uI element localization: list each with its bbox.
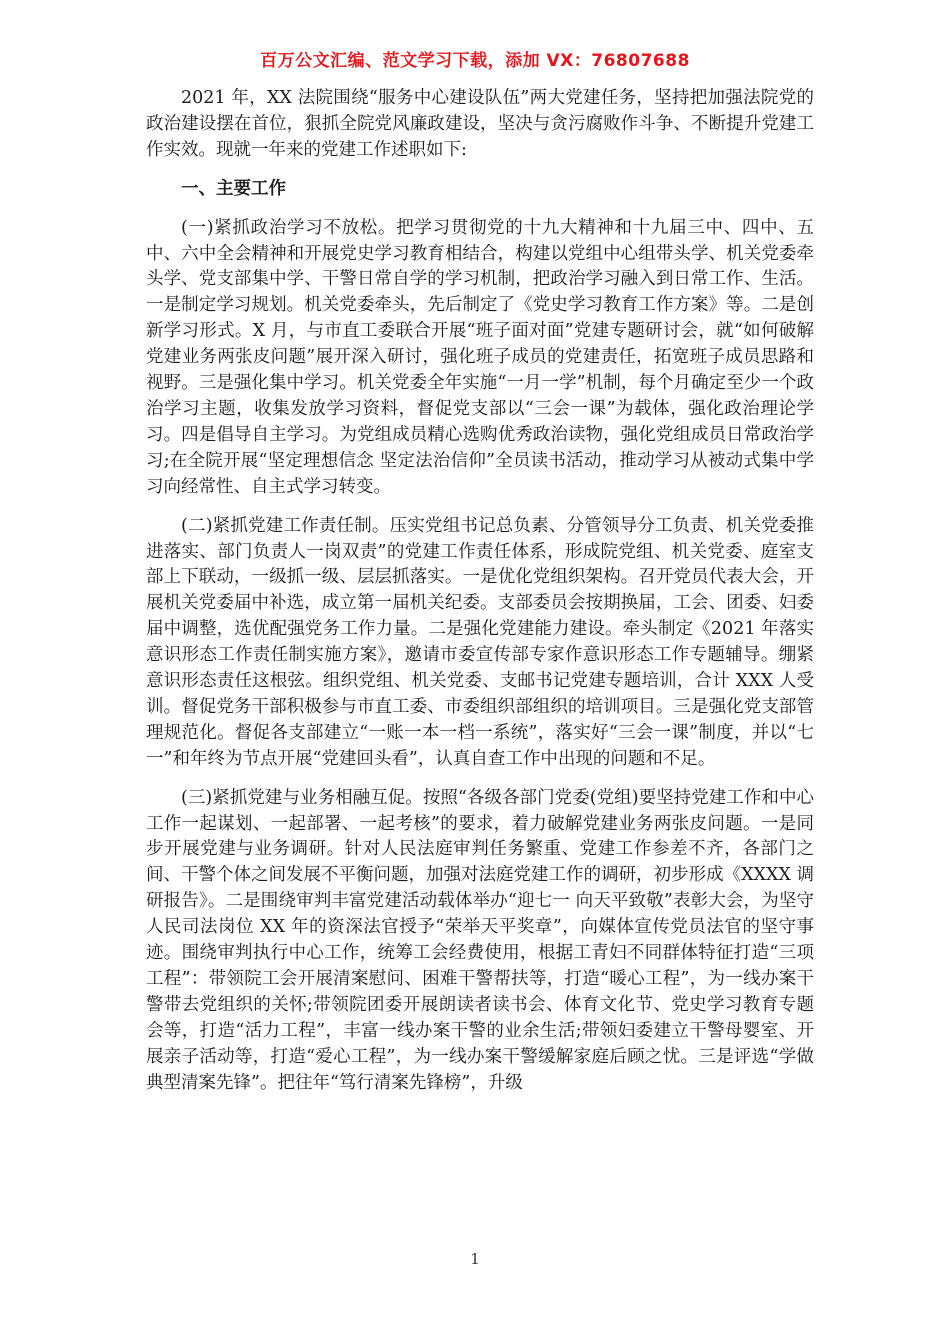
intro-paragraph: 2021 年，XX 法院围绕“服务中心建设队伍”两大党建任务，坚持把加强法院党的政治建设摆在首位，狠抓全院党风廉政建设，坚决与贪污腐败作斗争、不断提升党建工作实效。现就一年来的党建工作述职如下: [146,88,814,160]
page-number: 1 [470,1250,480,1268]
section-heading: 一、主要工作 [181,178,286,199]
header-banner: 百万公文汇编、范文学习下载，添加 VX：76807688 [260,51,690,71]
document-body [146,86,814,1110]
paragraph-party-business-integration: (三)紧抓党建与业务相融互促。按照“各级各部门党委(党组)要坚持党建工作和中心工作一起谋划、一起部署、一起考核”的要求，着力破解党建业务两张皮问题。一是同步开展党建与业务调研。针对人民法庭审判任务繁重、党建工作参差不齐，各部门之间、干警个体之间发展不平衡问题，加强对法庭党建工作的调研，初步形成《XXXX 调研报告》。二是围绕审判丰富党建活动载体举办“迎七一 向天平致敬”表彰大会，为坚守人民司法岗位 XX 年的资深法官授予“荣举天平奖章”，向媒体宣传党员法官的坚守事迹。围绕审判执行中心工作，统筹工会经费使用，根据工青妇不同群体特征打造“三项工程”：带领院工会开展清案慰问、困难干警帮扶等，打造“暖心工程”，为一线办案干警带去党组织的关怀;带领院团委开展朗读者读书会、体育文化节、党史学习教育专题会等，打造“活力工程”，丰富一线办案干警的业余生活;带领妇委建立干警母婴室、开展亲子活动等，打造“爱心工程”，为一线办案干警缓解家庭后顾之忧。三是评选“学做典型清案先锋”。把往年“笃行清案先锋榜”，升级 [146,787,814,1093]
paragraph-responsibility-system: (二)紧抓党建工作责任制。压实党组书记总负素、分管领导分工负责、机关党委推进落实、部门负责人一岗双责”的党建工作责任体系，形成院党组、机关党委、庭室支部上下联动，一级抓一级、层层抓落实。一是优化党组织架构。召开党员代表大会，开展机关党委届中补选，成立第一届机关纪委。支部委员会按期换届，工会、团委、妇委届中调整，选优配强党务工作力量。二是强化党建能力建设。牵头制定《2021 年落实意识形态工作责任制实施方案》，邀请市委宣传部专家作意识形态工作专题辅导。绷紧意识形态责任这根弦。组织党组、机关党委、支邮书记党建专题培训，合计 XXX 人受训。督促党务干部积极参与市直工委、市委组织部组织的培训项目。三是强化党支部管理规范化。督促各支部建立“一账一本一档一系统”，落实好“三会一课”制度，并以“七一”和年终为节点开展“党建回头看”，认真自查工作中出现的问题和不足。 [146,515,814,769]
paragraph-political-study: (一)紧抓政治学习不放松。把学习贯彻党的十九大精神和十九届三中、四中、五中、六中全会精神和开展党史学习教育相结合，构建以党组中心组带头学、机关党委牵头学、党支部集中学、干警日常自学的学习机制，把政治学习融入到日常工作、生活。一是制定学习规划。机关党委牵头，先后制定了《党史学习教育工作方案》等。二是创新学习形式。X 月，与市直工委联合开展“班子面对面”党建专题研讨会，就“如何破解党建业务两张皮问题”展开深入研讨，强化班子成员的党建责任，拓宽班子成员思路和视野。三是强化集中学习。机关党委全年实施“一月一学”机制，每个月确定至少一个政治学习主题，收集发放学习资料，督促党支部以“三会一课”为载体，强化政治理论学习。四是倡导自主学习。为党组成员精心选购优秀政治读物，强化党组成员日常政治学习;在全院开展“坚定理想信念 坚定法治信仰”全员读书活动，推动学习从被动式集中学习向经常性、自主式学习转变。 [146,217,814,497]
